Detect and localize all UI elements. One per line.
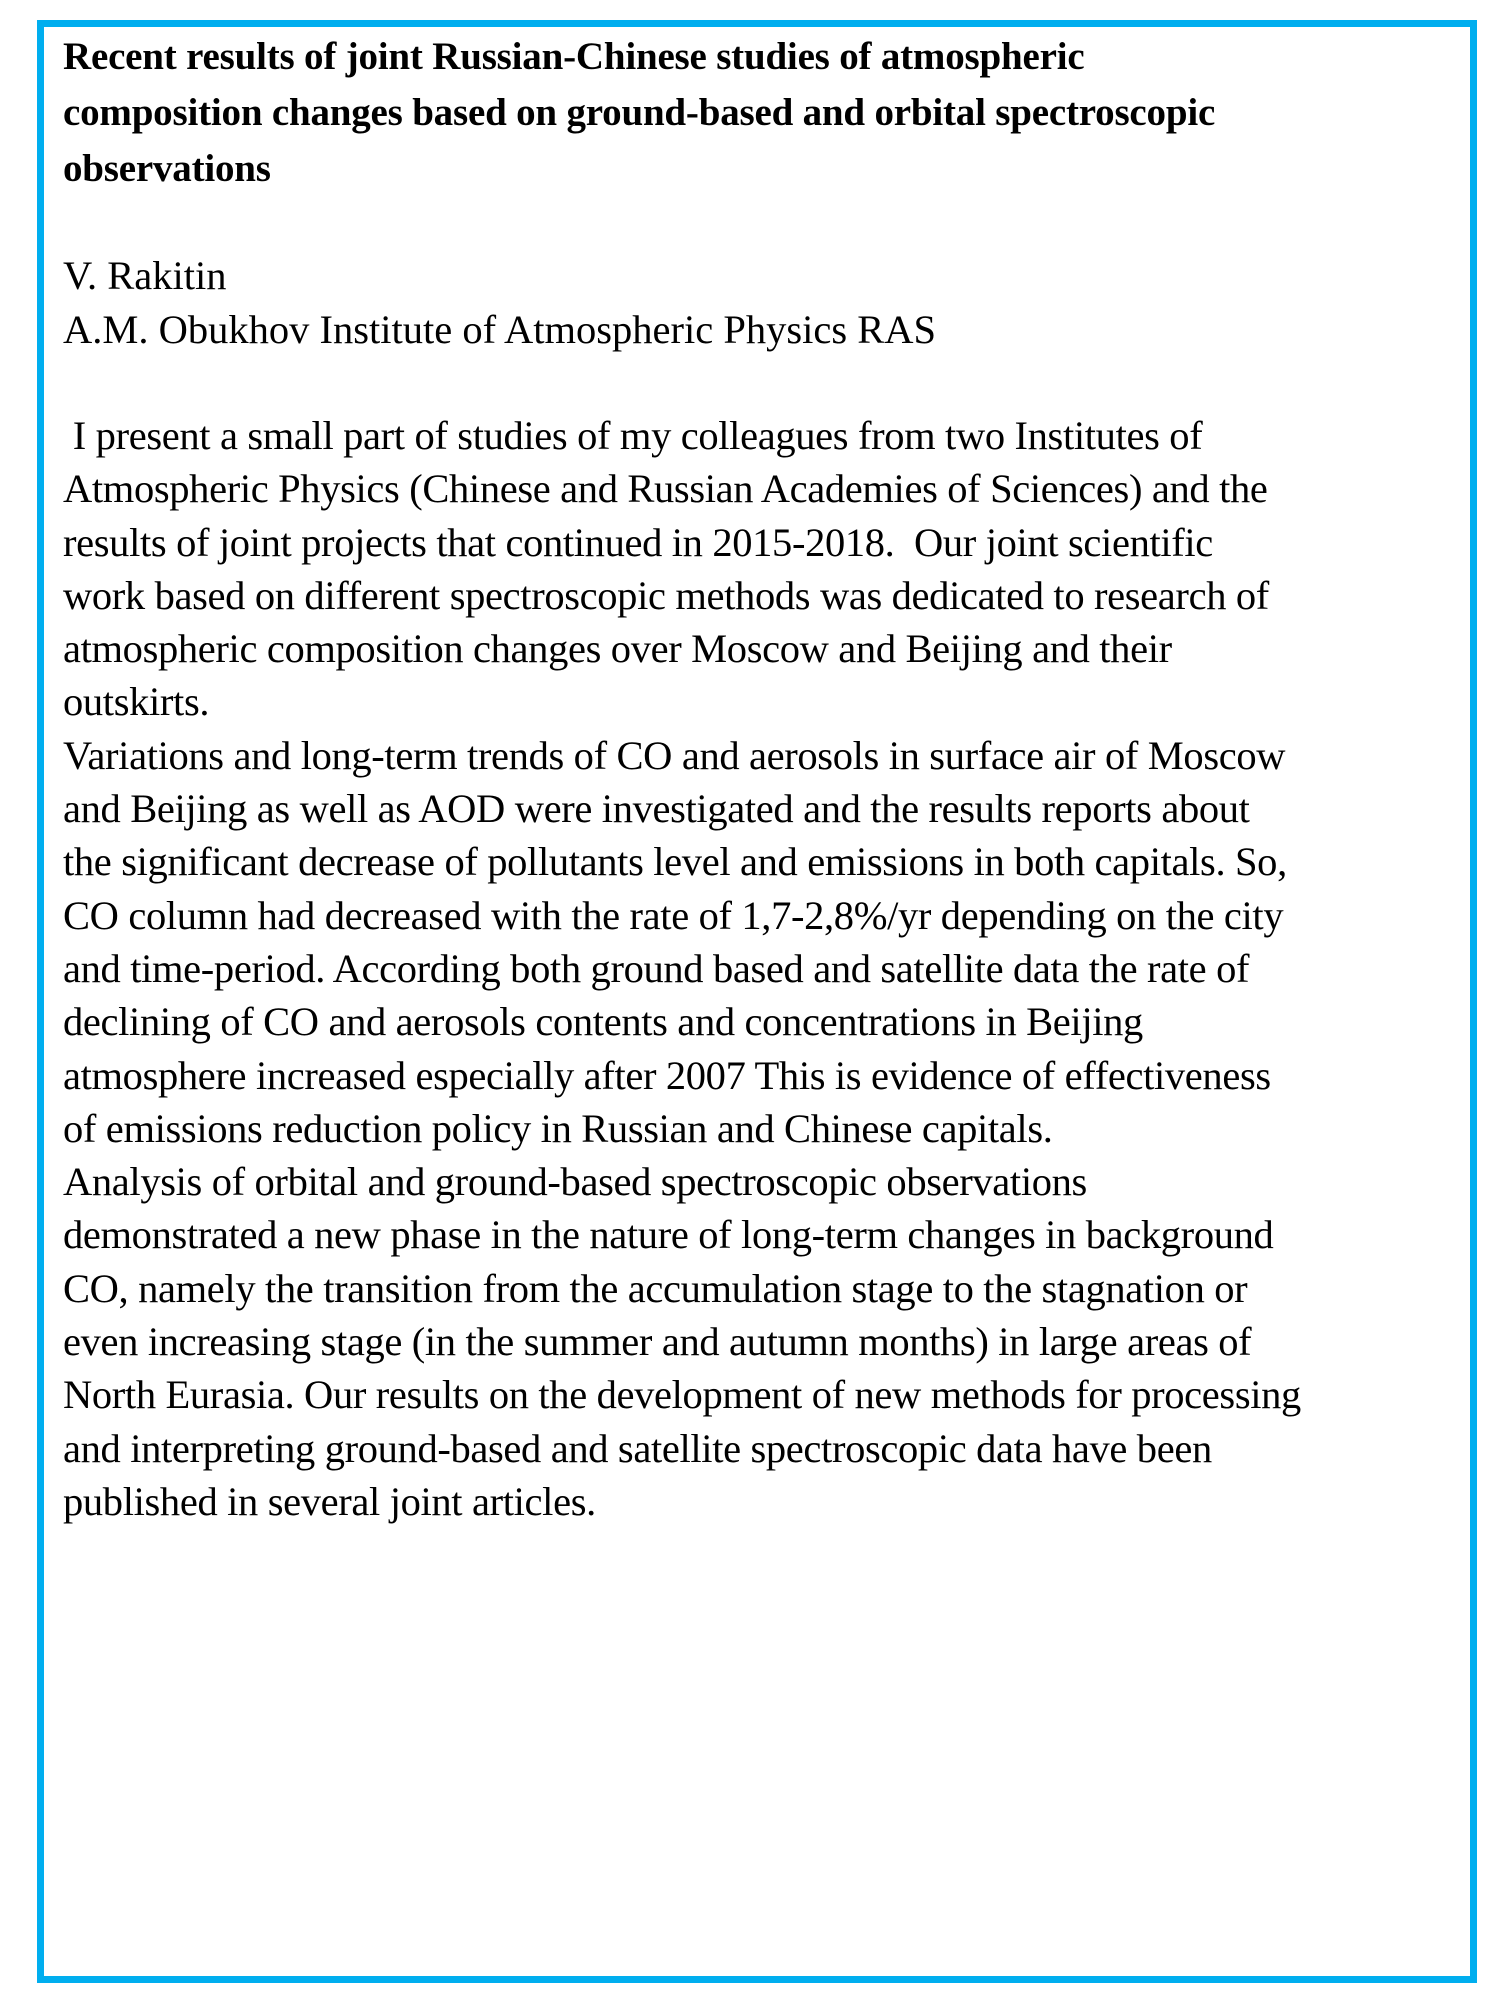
title-line: observations <box>63 147 271 190</box>
document-title <box>63 29 1215 197</box>
paragraph-intro <box>63 409 1301 729</box>
author-block <box>63 249 936 357</box>
text-line: North Eurasia. Our results on the development of new methods for processing <box>63 1372 1301 1418</box>
text-line: declining of CO and aerosols contents and concentrations in Beijing <box>63 999 1143 1045</box>
text-line: Variations and long-term trends of CO and aerosols in surface air of Moscow <box>63 732 1286 778</box>
author-name: V. Rakitin <box>63 253 227 298</box>
text-line: and interpreting ground-based and satellite spectroscopic data have been <box>63 1425 1212 1471</box>
title-line: composition changes based on ground-based and orbital spectroscopic <box>63 91 1216 134</box>
text-line: Analysis of orbital and ground-based spectroscopic observations <box>63 1159 1087 1205</box>
title-line: Recent results of joint Russian-Chinese studies of atmospheric <box>63 35 1085 78</box>
text-line: demonstrated a new phase in the nature of long-term changes in background <box>63 1212 1274 1258</box>
text-line: CO, namely the transition from the accumulation stage to the stagnation or <box>63 1265 1248 1311</box>
text-line: results of joint projects that continued in 2015-2018. Our joint scientific <box>63 519 1213 565</box>
paragraph-analysis <box>63 1155 1301 1528</box>
text-line: the significant decrease of pollutants level and emissions in both capitals. So, <box>63 839 1287 885</box>
text-line: and Beijing as well as AOD were investigated and the results reports about <box>63 786 1250 832</box>
text-line: outskirts. <box>63 679 210 725</box>
text-line: of emissions reduction policy in Russian and Chinese capitals. <box>63 1105 1053 1151</box>
text-line: Atmospheric Physics (Chinese and Russian Academies of Sciences) and the <box>63 466 1268 512</box>
text-line: work based on different spectroscopic methods was dedicated to research of <box>63 572 1269 618</box>
text-line: atmosphere increased especially after 2007 This is evidence of effectiveness <box>63 1052 1271 1098</box>
abstract-body <box>63 409 1301 1528</box>
text-line: I present a small part of studies of my colleagues from two Institutes of <box>63 413 1203 458</box>
text-line: CO column had decreased with the rate of 1,7-2,8%/yr depending on the city <box>63 892 1284 938</box>
text-line: even increasing stage (in the summer and autumn months) in large areas of <box>63 1319 1252 1365</box>
text-line: published in several joint articles. <box>63 1478 596 1524</box>
paragraph-trends <box>63 729 1301 1155</box>
text-line: and time-period. According both ground based and satellite data the rate of <box>63 945 1250 991</box>
text-line: atmospheric composition changes over Moscow and Beijing and their <box>63 626 1172 672</box>
author-affiliation: A.M. Obukhov Institute of Atmospheric Physics RAS <box>63 307 937 352</box>
